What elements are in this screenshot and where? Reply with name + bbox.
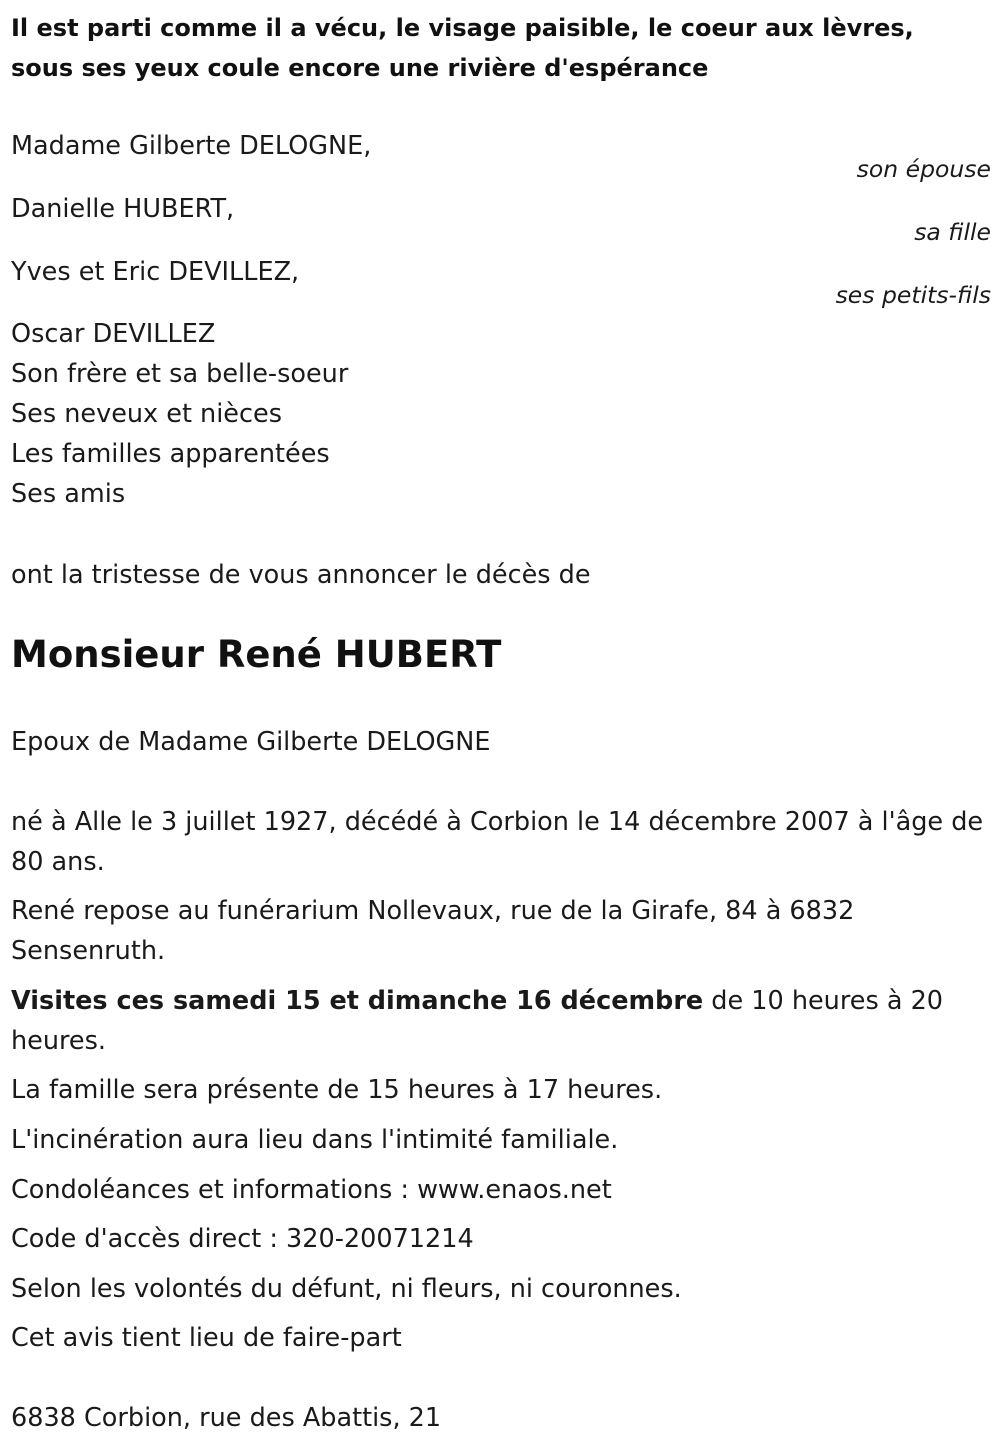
notice-text: Cet avis tient lieu de faire-part (11, 1323, 402, 1353)
birth-death-details: né à Alle le 3 juillet 1927, décédé à Corbion le 14 décembre 2007 à l'âge de 80 ans. (11, 807, 984, 877)
access-code: Code d'accès direct : 320-20071214 (11, 1224, 474, 1254)
announcement-text: ont la tristesse de vous annoncer le décès de (11, 560, 591, 590)
rest-place: René repose au funérarium Nollevaux, rue de la Girafe, 84 à 6832 Sensenruth. (11, 896, 855, 966)
visits-hours: de 10 heures à 20 heures. (11, 986, 944, 1056)
mourner-line: Ses neveux et nièces (11, 399, 282, 429)
mourner-line: Ses amis (11, 479, 126, 509)
epigraph (11, 8, 986, 88)
mourner-line: Son frère et sa belle-soeur (11, 359, 349, 389)
cremation-info: L'incinération aura lieu dans l'intimité familiale. (11, 1125, 619, 1155)
spouse-line: Epoux de Madame Gilberte DELOGNE (11, 727, 491, 757)
mourner-line: Oscar DEVILLEZ (11, 319, 216, 349)
family-name-daughter: Danielle HUBERT, (11, 194, 235, 224)
visits-dates: Visites ces samedi 15 et dimanche 16 décembre (11, 986, 704, 1016)
mourner-line: Les familles apparentées (11, 439, 330, 469)
flowers-wish: Selon les volontés du défunt, ni fleurs, ni couronnes. (11, 1274, 682, 1304)
epigraph-line-1: Il est parti comme il a vécu, le visage paisible, le coeur aux lèvres, (11, 14, 914, 42)
deceased-name: Monsieur René HUBERT (11, 633, 502, 676)
visits-info (11, 981, 986, 1061)
family-name-grandsons: Yves et Eric DEVILLEZ, (11, 257, 300, 287)
family-address: 6838 Corbion, rue des Abattis, 21 (11, 1403, 442, 1433)
family-presence: La famille sera présente de 15 heures à 17 heures. (11, 1075, 663, 1105)
family-relation-daughter: sa fille (914, 218, 991, 246)
family-name-spouse: Madame Gilberte DELOGNE, (11, 131, 372, 161)
family-relation-spouse: son épouse (856, 155, 991, 183)
condolences-info: Condoléances et informations : www.enaos.net (11, 1175, 612, 1205)
family-relation-grandsons: ses petits-fils (835, 281, 991, 309)
epigraph-line-2: sous ses yeux coule encore une rivière d'espérance (11, 54, 709, 82)
